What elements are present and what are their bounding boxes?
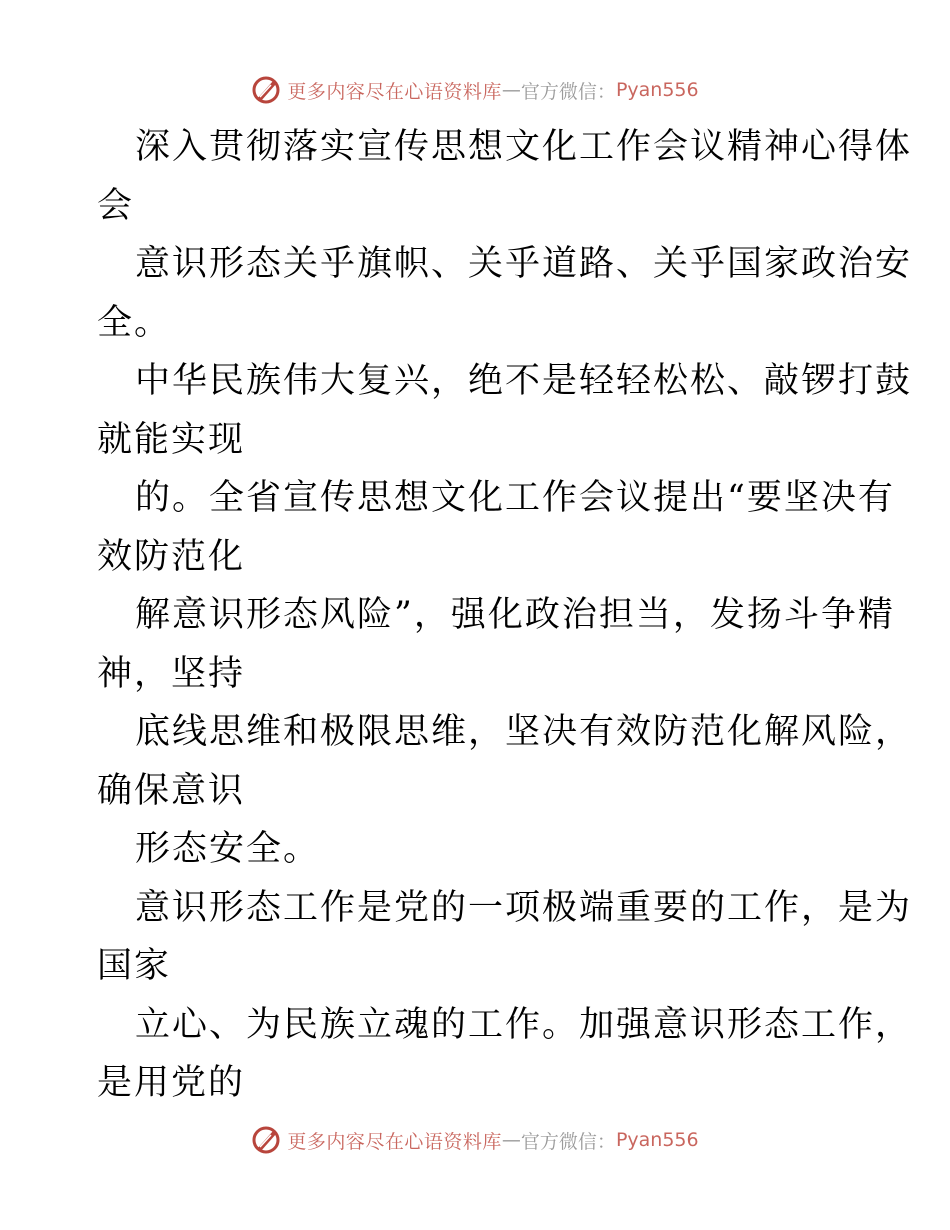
- text-line: 意识形态关乎旗帜、关乎道路、关乎国家政治安: [135, 244, 913, 284]
- text-line: 形态安全。: [135, 829, 321, 869]
- text-line: 确保意识: [97, 770, 246, 811]
- text-line: 国家: [97, 946, 172, 986]
- text-line: 全。: [97, 302, 172, 343]
- footer-watermark: [0, 1120, 950, 1160]
- text-line: 神，坚持: [97, 653, 246, 694]
- header-watermark: [0, 70, 950, 110]
- text-line: 解意识形态风险”，强化政治担当，发扬斗争精: [135, 595, 895, 635]
- watermark-separator: —: [501, 1129, 521, 1151]
- quill-pen-icon: [251, 1125, 281, 1155]
- text-line: 底线思维和极限思维，坚决有效防范化解风险，: [135, 712, 913, 752]
- text-line: 立心、为民族立魂的工作。加强意识形态工作，: [135, 1004, 913, 1045]
- watermark-separator: —: [501, 79, 521, 101]
- watermark-wechat-id: Pyan556: [615, 1129, 699, 1151]
- text-line: 会: [97, 185, 135, 226]
- text-line: 意识形态工作是党的一项极端重要的工作，是为: [135, 887, 913, 928]
- watermark-wechat-label: 官方微信：: [520, 80, 616, 103]
- watermark-wechat-id: Pyan556: [615, 79, 699, 101]
- text-line: 就能实现: [97, 419, 246, 460]
- watermark-text: 更多内容尽在心语资料库: [287, 80, 502, 103]
- watermark-text: 更多内容尽在心语资料库: [287, 1130, 502, 1153]
- text-line: 的。全省宣传思想文化工作会议提出“要坚决有: [135, 478, 895, 518]
- text-line: 深入贯彻落实宣传思想文化工作会议精神心得体: [135, 127, 913, 167]
- quill-pen-icon: [251, 75, 281, 105]
- watermark-wechat-label: 官方微信：: [520, 1130, 616, 1153]
- text-line: 中华民族伟大复兴，绝不是轻轻松松、敲锣打鼓: [135, 361, 913, 401]
- text-line: 效防范化: [97, 536, 246, 577]
- document-body: [97, 118, 913, 1113]
- text-line: 是用党的: [97, 1063, 246, 1103]
